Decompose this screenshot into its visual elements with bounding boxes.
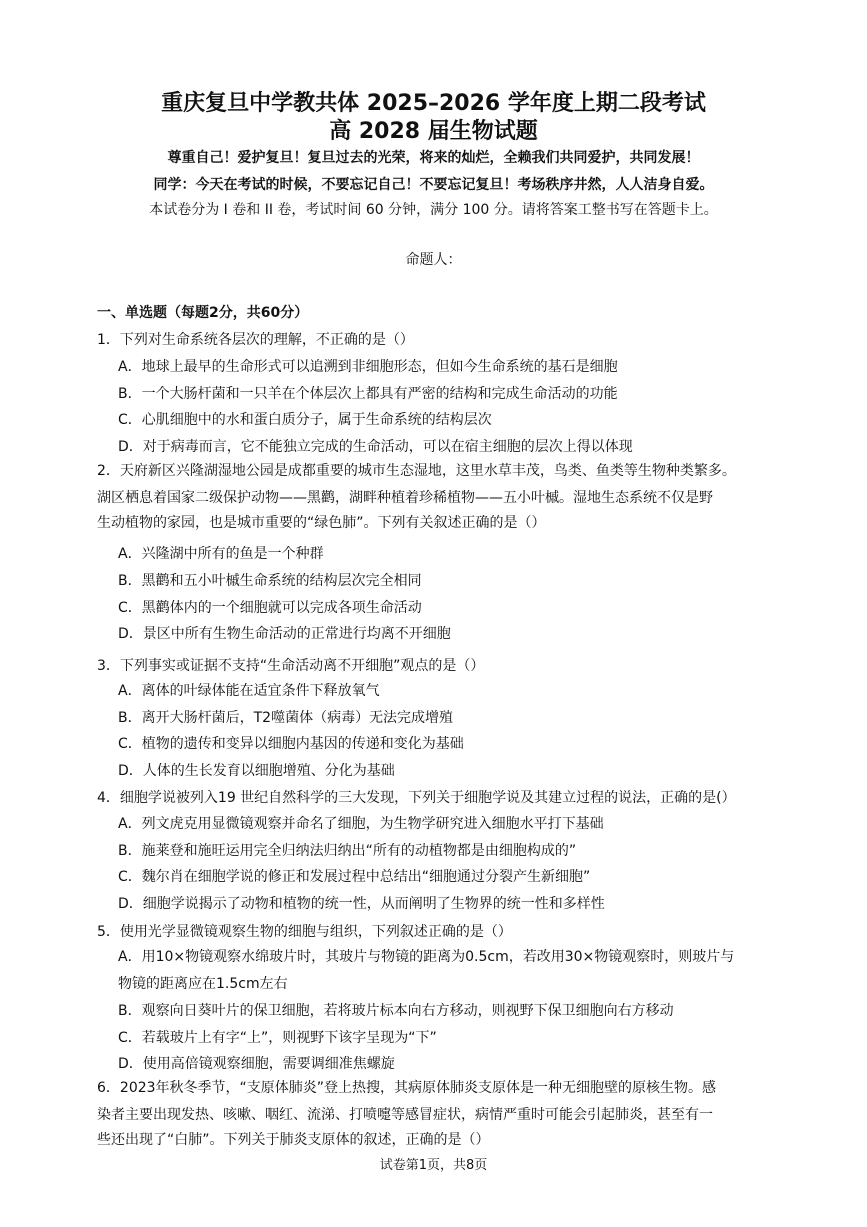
question-stem: 1．下列对生命系统各层次的理解，不正确的是（） bbox=[97, 332, 414, 348]
question-stem: 些还出现了“白肺”。下列关于肺炎支原体的叙述，正确的是（） bbox=[97, 1132, 490, 1148]
section-title: 一、单选题（每题2分，共60分） bbox=[97, 305, 309, 321]
answer-option: C．心肌细胞中的水和蛋白质分子，属于生命系统的结构层次 bbox=[118, 412, 492, 428]
exam-title-line2: 高 2028 届生物试题 bbox=[329, 119, 538, 144]
answer-option: B．离开大肠杆菌后，T2噬菌体（病毒）无法完成增殖 bbox=[118, 710, 454, 726]
motto-line1: 尊重自己！爱护复旦！复旦过去的光荣，将来的灿烂，全赖我们共同爱护，共同发展！ bbox=[167, 150, 700, 166]
answer-option: A．用10×物镜观察水绵玻片时，其玻片与物镜的距离为0.5cm，若改用30×物镜观察时，则玻片与 bbox=[118, 949, 735, 965]
answer-option: B．施莱登和施旺运用完全归纳法归纳出“所有的动植物都是由细胞构成的” bbox=[118, 843, 577, 859]
answer-option: C．植物的遗传和变异以细胞内基因的传递和变化为基础 bbox=[118, 736, 464, 752]
question-stem: 6．2023年秋冬季节，“支原体肺炎”登上热搜，其病原体肺炎支原体是一种无细胞壁的原核生物。感 bbox=[97, 1080, 717, 1096]
answer-option: C．黑鹳体内的一个细胞就可以完成各项生命活动 bbox=[118, 600, 422, 616]
answer-option: A．离体的叶绿体能在适宜条件下释放氧气 bbox=[118, 683, 380, 699]
answer-option: B．观察向日葵叶片的保卫细胞，若将玻片标本向右方移动，则视野下保卫细胞向右方移动 bbox=[118, 1003, 674, 1019]
answer-option: C．若载玻片上有字“上”，则视野下该字呈现为“下” bbox=[118, 1030, 437, 1046]
question-stem: 4．细胞学说被列入19 世纪自然科学的三大发现，下列关于细胞学说及其建立过程的说法，正确的是(） bbox=[97, 790, 736, 806]
answer-option: D．细胞学说揭示了动物和植物的统一性，从而阐明了生物界的统一性和多样性 bbox=[118, 896, 605, 912]
answer-option: C．魏尔肖在细胞学说的修正和发展过程中总结出“细胞通过分裂产生新细胞” bbox=[118, 869, 591, 885]
answer-option: D．使用高倍镜观察细胞，需要调细准焦螺旋 bbox=[118, 1056, 395, 1072]
answer-option: 物镜的距离应在1.5cm左右 bbox=[118, 976, 288, 992]
answer-option: B．一个大肠杆菌和一只羊在个体层次上都具有严密的结构和完成生命活动的功能 bbox=[118, 386, 618, 402]
question-stem: 染者主要出现发热、咳嗽、咽红、流涕、打喷嚏等感冒症状，病情严重时可能会引起肺炎，甚至有一 bbox=[97, 1107, 713, 1123]
question-stem: 5．使用光学显微镜观察生物的细胞与组织，下列叙述正确的是（） bbox=[97, 924, 512, 940]
answer-option: A．兴隆湖中所有的鱼是一个种群 bbox=[118, 546, 324, 562]
exam-instructions: 本试卷分为 I 卷和 II 卷，考试时间 60 分钟，满分 100 分。请将答案工整书写在答题卡上。 bbox=[149, 202, 718, 218]
answer-option: D．人体的生长发育以细胞增殖、分化为基础 bbox=[118, 763, 395, 779]
motto-line2: 同学：今天在考试的时候，不要忘记自己！不要忘记复旦！考场秩序井然，人人洁身自爱。 bbox=[153, 177, 714, 193]
question-stem: 生动植物的家园，也是城市重要的“绿色肺”。下列有关叙述正确的是（） bbox=[97, 515, 546, 531]
answer-option: A．地球上最早的生命形式可以追溯到非细胞形态，但如今生命系统的基石是细胞 bbox=[118, 359, 618, 375]
question-stem: 3．下列事实或证据不支持“生命活动离不开细胞”观点的是（） bbox=[97, 658, 485, 674]
exam-title-line1: 重庆复旦中学教共体 2025–2026 学年度上期二段考试 bbox=[161, 91, 706, 116]
answer-option: D．景区中所有生物生命活动的正常进行均离不开细胞 bbox=[118, 626, 451, 642]
question-stem: 2．天府新区兴隆湖湿地公园是成都重要的城市生态湿地，这里水草丰茂，鸟类、鱼类等生物种类繁多。 bbox=[97, 463, 736, 479]
author-line: 命题人： bbox=[405, 252, 462, 268]
answer-option: B．黑鹳和五小叶槭生命系统的结构层次完全相同 bbox=[118, 573, 422, 589]
answer-option: A．列文虎克用显微镜观察并命名了细胞，为生物学研究进入细胞水平打下基础 bbox=[118, 816, 604, 832]
answer-option: D．对于病毒而言，它不能独立完成的生命活动，可以在宿主细胞的层次上得以体现 bbox=[118, 439, 633, 455]
page-footer: 试卷第1页，共8页 bbox=[379, 1158, 488, 1173]
question-stem: 湖区栖息着国家二级保护动物——黑鹳，湖畔种植着珍稀植物——五小叶槭。湿地生态系统不仅是野 bbox=[97, 490, 713, 506]
